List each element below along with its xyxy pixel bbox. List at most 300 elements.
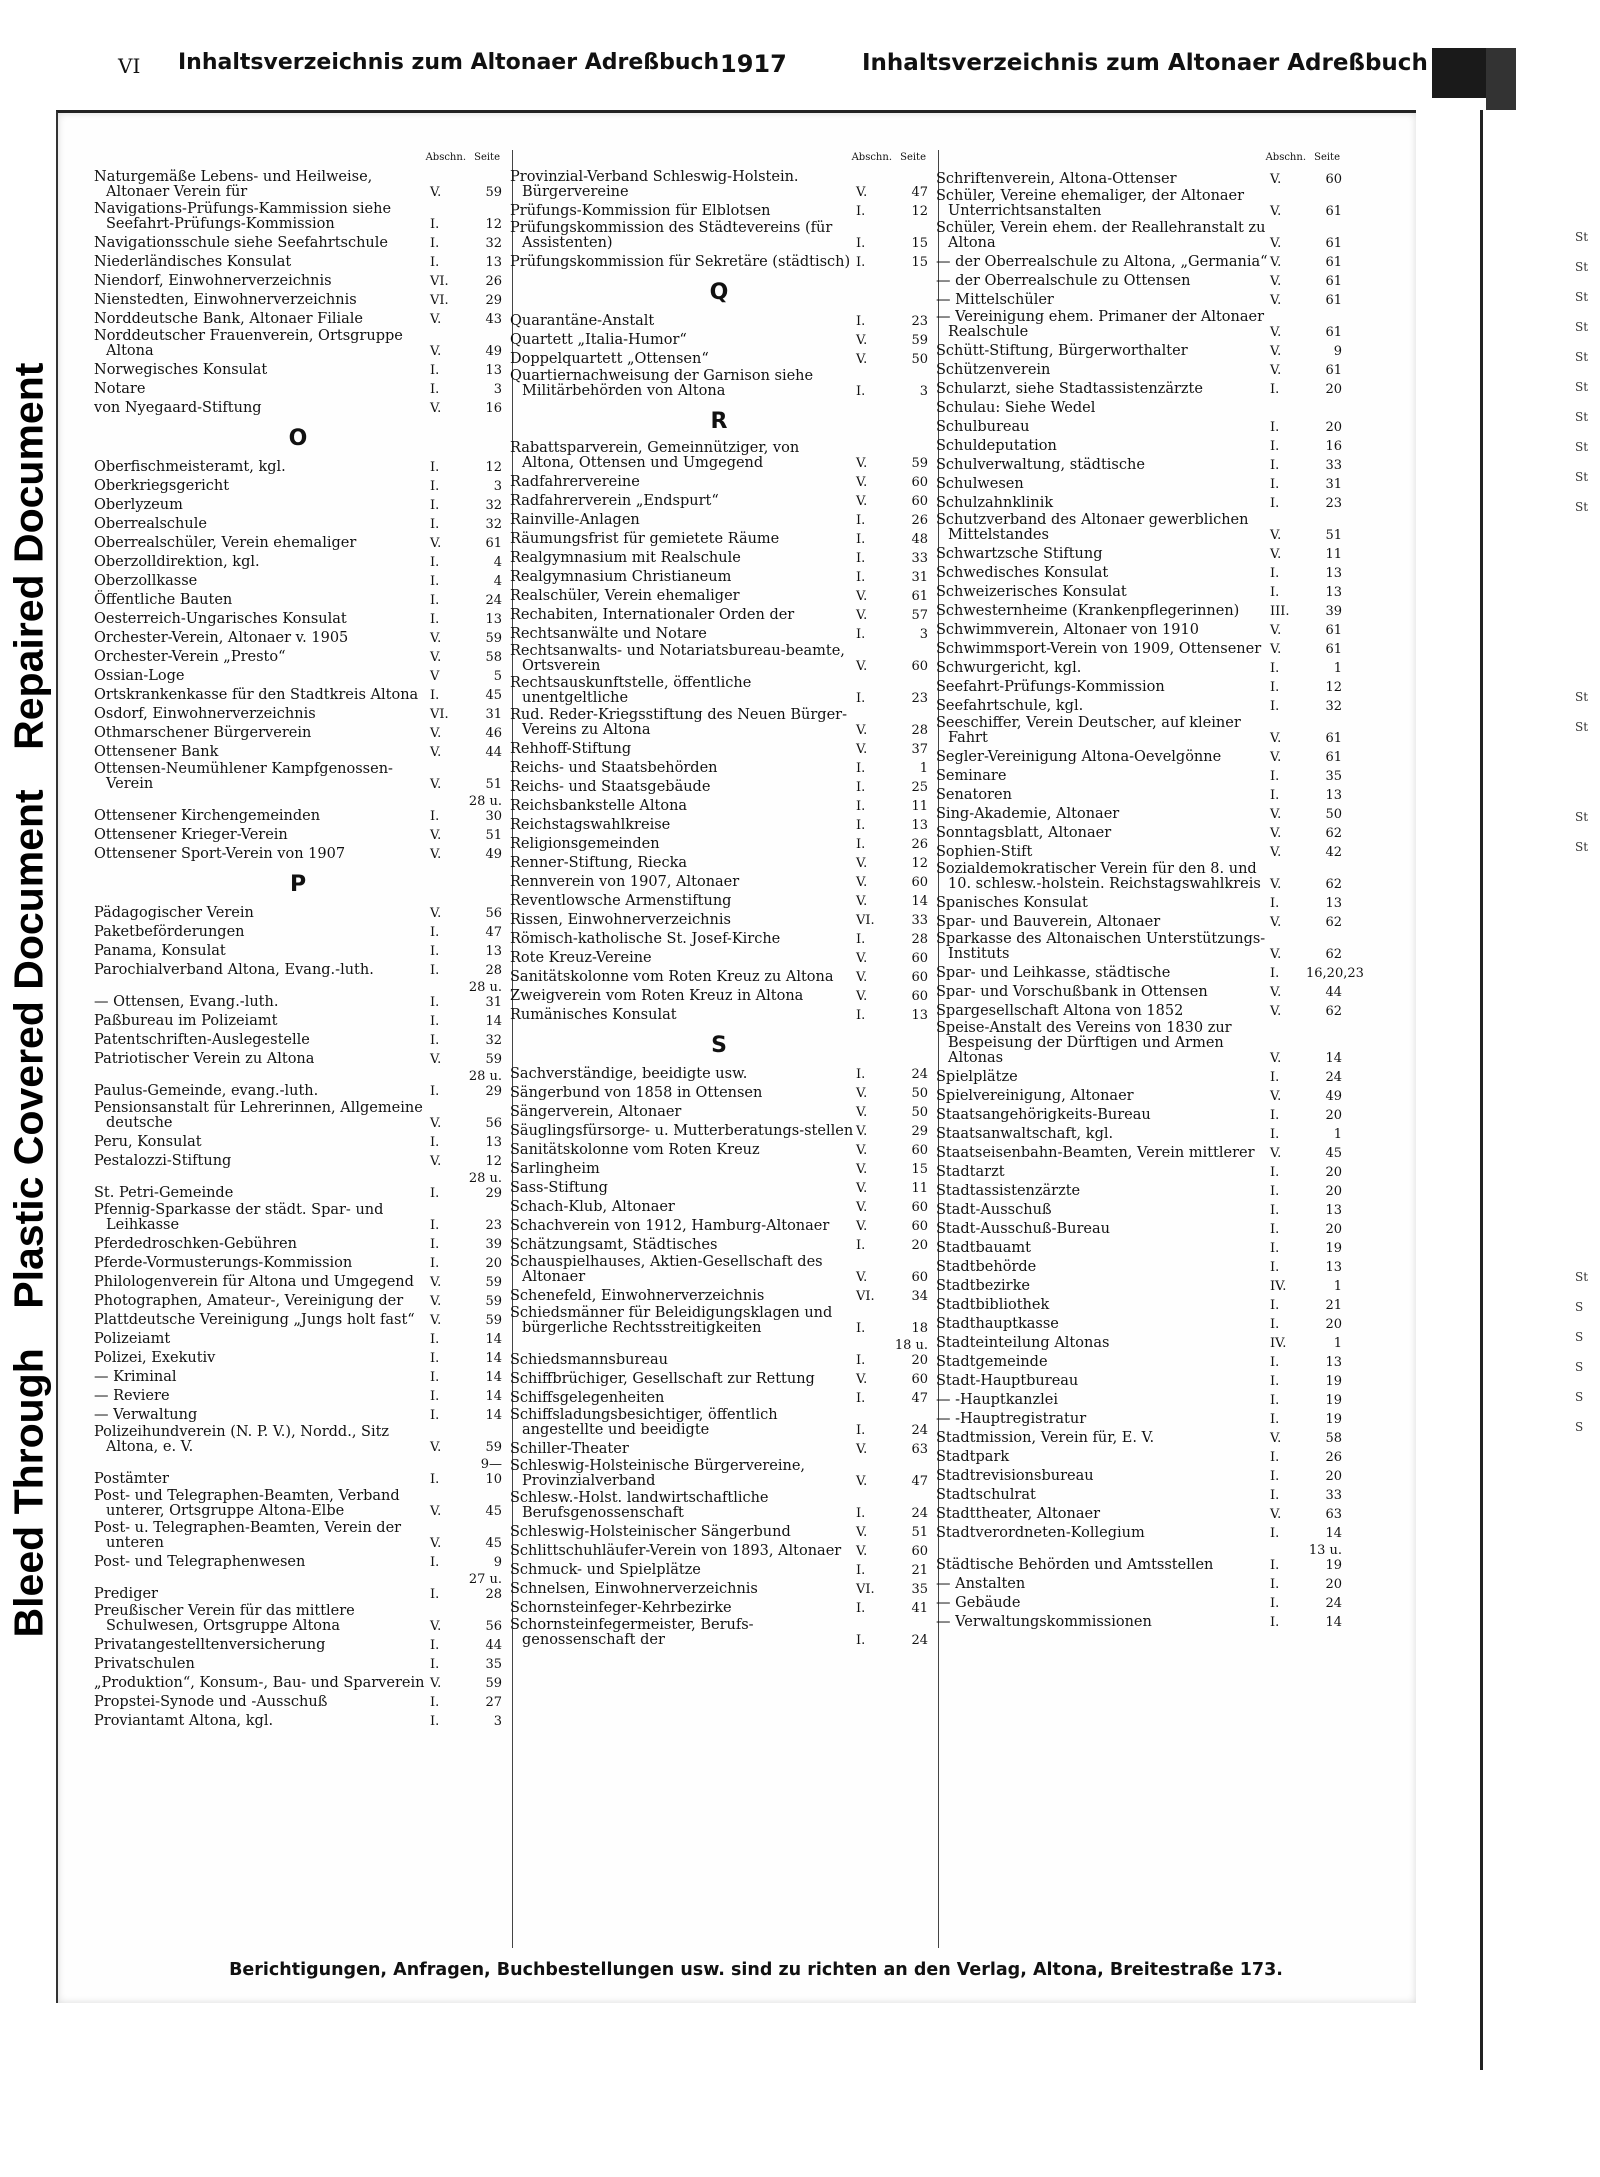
index-entry — [936, 342, 1342, 361]
entry-section: I. — [1270, 1488, 1280, 1503]
entry-name: „Produktion“, Konsum-, Bau- und Sparverein — [94, 1675, 425, 1691]
label-bleed-through: Bleed Through — [5, 1348, 52, 1638]
entry-name: Schach-Klub, Altonaer — [510, 1199, 675, 1215]
entry-page: 42 — [1325, 845, 1342, 860]
scan-label-text — [6, 363, 53, 1638]
entry-name: Paßbureau im Polizeiamt — [94, 1013, 278, 1029]
entry-name: Schüler, Vereine ehemaliger, der Altonaer Unterrichtsanstalten — [936, 188, 1245, 219]
entry-name: Radfahrervereine — [510, 474, 640, 490]
entry-name: Preußischer Verein für das mittlere Schulwesen, Ortsgruppe Altona — [94, 1603, 355, 1634]
entry-page: 19 — [1325, 1393, 1342, 1408]
entry-section: V. — [856, 1474, 868, 1489]
index-entry — [936, 272, 1342, 291]
entry-page: 61 — [1325, 325, 1342, 340]
entry-name: Sass-Stiftung — [510, 1180, 608, 1196]
entry-page: 9 — [493, 1555, 502, 1570]
index-entry — [936, 862, 1342, 894]
entry-section: I. — [856, 570, 866, 585]
entry-page: 3 — [493, 382, 502, 397]
index-entry — [936, 843, 1342, 862]
entry-name: Spar- und Leihkasse, städtische — [936, 965, 1171, 981]
entry-section: I. — [430, 460, 440, 475]
index-entry — [936, 824, 1342, 843]
entry-section: V. — [856, 742, 868, 757]
index-entry — [510, 1217, 928, 1236]
entry-section: V. — [1270, 528, 1282, 543]
entry-name: Rehhoff-Stiftung — [510, 741, 632, 757]
entry-name: Ottensener Sport-Verein von 1907 — [94, 846, 346, 862]
entry-page: 47 — [911, 185, 928, 200]
entry-name: Quarantäne-Anstalt — [510, 313, 655, 329]
entry-name: Oberrealschule — [94, 516, 207, 532]
entry-section: I. — [430, 498, 440, 513]
entry-name: Rud. Reder-Kriegsstiftung des Neuen Bürger-Vereins zu Altona — [510, 707, 847, 738]
entry-name: Polizeiamt — [94, 1331, 171, 1347]
entry-page: 14 — [485, 1351, 502, 1366]
entry-section: V. — [430, 1440, 442, 1455]
entry-section: V. — [856, 1124, 868, 1139]
adjacent-page-fragment: St — [1575, 690, 1589, 704]
entry-name: Sängerverein, Altonaer — [510, 1104, 682, 1120]
entry-page: 4 — [493, 574, 502, 589]
index-entry — [936, 1315, 1342, 1334]
entry-section: V. — [856, 1086, 868, 1101]
entry-name: Patentschriften-Auslegestelle — [94, 1032, 310, 1048]
entry-page: 16 — [485, 401, 502, 416]
index-entry — [936, 437, 1342, 456]
entry-page: 12 — [1325, 680, 1342, 695]
index-entry — [94, 1203, 502, 1235]
entry-section: V. — [430, 1676, 442, 1691]
entry-page: 35 — [911, 1582, 928, 1597]
entry-section: V. — [856, 1105, 868, 1120]
entry-section: I. — [1270, 1596, 1280, 1611]
index-entry — [936, 1125, 1342, 1144]
entry-name: Rechtsauskunftstelle, öffentliche unentgeltliche — [510, 675, 752, 706]
entry-section: I. — [1270, 1184, 1280, 1199]
entry-section: V. — [1270, 1431, 1282, 1446]
index-entry — [510, 816, 928, 835]
entry-section: I. — [856, 1391, 866, 1406]
entry-page: 60 — [911, 951, 928, 966]
entry-section: V. — [430, 1275, 442, 1290]
entry-section: I. — [1270, 1127, 1280, 1142]
entry-section: V. — [1270, 877, 1282, 892]
entry-name: Spanisches Konsulat — [936, 895, 1088, 911]
entry-section: I. — [856, 818, 866, 833]
entry-name: Schulwesen — [936, 476, 1024, 492]
entry-page: 24 — [1325, 1070, 1342, 1085]
entry-section: V. — [856, 970, 868, 985]
entry-page: 16 — [1325, 439, 1342, 454]
entry-name: Postämter — [94, 1471, 169, 1487]
entry-name: Paulus-Gemeinde, evang.-luth. — [94, 1083, 319, 1099]
entry-name: Spielvereinigung, Altonaer — [936, 1088, 1134, 1104]
index-entry — [510, 549, 928, 568]
entry-page: 32 — [485, 236, 502, 251]
index-entry — [510, 892, 928, 911]
index-entry — [510, 473, 928, 492]
entry-name: — -Hauptregistratur — [936, 1411, 1087, 1427]
entry-name: Schleswig-Holsteinischer Sängerbund — [510, 1524, 791, 1540]
header-title-right: Inhaltsverzeichnis zum Altonaer Adreßbuch — [862, 50, 1428, 76]
index-entry — [936, 1277, 1342, 1296]
entry-page: 59 — [485, 185, 502, 200]
entry-section: I. — [1270, 1469, 1280, 1484]
entry-name: Staatseisenbahn-Beamten, Verein mittlerer — [936, 1145, 1255, 1161]
entry-page: 13 — [1325, 788, 1342, 803]
entry-name: Stadtassistenzärzte — [936, 1183, 1081, 1199]
entry-section: V. — [856, 352, 868, 367]
entry-name: Peru, Konsulat — [94, 1134, 202, 1150]
index-entry — [94, 1349, 502, 1368]
entry-name: Schulzahnklinik — [936, 495, 1054, 511]
entry-name: Pädagogischer Verein — [94, 905, 254, 921]
entry-name: Speise-Anstalt des Vereins von 1830 zur Bespeisung der Dürftigen und Armen Altonas — [936, 1020, 1232, 1066]
entry-page: 59 — [485, 1676, 502, 1691]
entry-name: Schornsteinfegermeister, Berufs-genossenschaft der — [510, 1617, 754, 1648]
index-column-2 — [510, 148, 928, 1650]
entry-page: 28 u. 29 — [468, 1069, 502, 1099]
entry-name: Staatsanwaltschaft, kgl. — [936, 1126, 1114, 1142]
entry-section: V. — [430, 726, 442, 741]
entry-page: 48 — [911, 532, 928, 547]
index-entry — [936, 1391, 1342, 1410]
index-entry — [94, 743, 502, 762]
index-entry — [94, 942, 502, 961]
entry-page: 24 — [911, 1067, 928, 1082]
entry-page: 14 — [485, 1014, 502, 1029]
column-header-abschn: Abschn. — [425, 152, 466, 163]
entry-section: I. — [430, 217, 440, 232]
entry-name: Polizeihundverein (N. P. V.), Nordd., Sitz Altona, e. V. — [94, 1424, 390, 1455]
adjacent-page-fragment: St — [1575, 440, 1589, 454]
section-letter: R — [710, 409, 728, 434]
entry-name: Stadteinteilung Altonas — [936, 1335, 1110, 1351]
entry-name: Paketbeförderungen — [94, 924, 245, 940]
entry-name: Schiffsgelegenheiten — [510, 1390, 665, 1406]
entry-name: Rumänisches Konsulat — [510, 1007, 677, 1023]
index-entry — [94, 1693, 502, 1712]
index-entry — [510, 441, 928, 473]
index-entry — [94, 1101, 502, 1133]
entry-name: Oberlyzeum — [94, 497, 183, 513]
index-entry — [94, 1406, 502, 1425]
entry-page: 29 — [911, 1124, 928, 1139]
index-entry — [936, 399, 1342, 418]
index-entry — [936, 1201, 1342, 1220]
index-entry — [94, 272, 502, 291]
entry-section: I. — [856, 799, 866, 814]
entry-name: Oberzollkasse — [94, 573, 198, 589]
index-entry — [936, 189, 1342, 221]
entry-section: V. — [856, 1143, 868, 1158]
index-entry — [936, 659, 1342, 678]
entry-name: Stadttheater, Altonaer — [936, 1506, 1101, 1522]
entry-page: 28 — [485, 963, 502, 978]
entry-name: Reventlowsche Armenstiftung — [510, 893, 732, 909]
entry-name: Osdorf, Einwohnerverzeichnis — [94, 706, 316, 722]
entry-name: Pfennig-Sparkasse der städt. Spar- und Leihkasse — [94, 1202, 384, 1233]
index-entry — [510, 312, 928, 331]
entry-name: Sarlingheim — [510, 1161, 600, 1177]
index-entry — [94, 1069, 502, 1101]
entry-section: I. — [1270, 769, 1280, 784]
index-entry — [510, 1491, 928, 1523]
entry-name: Realgymnasium Christianeum — [510, 569, 732, 585]
entry-page: 20 — [1325, 1108, 1342, 1123]
entry-page: 33 — [911, 913, 928, 928]
adjacent-page-fragment: St — [1575, 350, 1589, 364]
index-entry — [94, 1457, 502, 1489]
entry-section: I. — [856, 1008, 866, 1023]
index-entry — [936, 1353, 1342, 1372]
entry-page: 61 — [1325, 750, 1342, 765]
entry-page: 51 — [911, 1525, 928, 1540]
entry-name: Zweigverein vom Roten Kreuz in Altona — [510, 988, 804, 1004]
entry-name: von Nyegaard-Stiftung — [94, 400, 262, 416]
entry-section: V. — [1270, 293, 1282, 308]
entry-page: 20 — [1325, 1165, 1342, 1180]
entry-name: Oesterreich-Ungarisches Konsulat — [94, 611, 347, 627]
entry-name: Prediger — [94, 1586, 158, 1602]
entry-name: Schmuck- und Spielplätze — [510, 1562, 701, 1578]
entry-section: V. — [856, 185, 868, 200]
entry-section: V. — [1270, 985, 1282, 1000]
index-entry — [94, 1012, 502, 1031]
entry-section: V. — [856, 1162, 868, 1177]
entry-section: I. — [1270, 1241, 1280, 1256]
entry-name: Reichs- und Staatsgebäude — [510, 779, 711, 795]
entry-section: I. — [430, 688, 440, 703]
index-entry — [936, 1410, 1342, 1429]
index-entry — [510, 1255, 928, 1287]
entry-page: 28 u. 31 — [468, 980, 502, 1010]
entry-name: — Kriminal — [94, 1369, 177, 1385]
entry-section: V. — [430, 1154, 442, 1169]
entry-section: V. — [430, 631, 442, 646]
entry-section: V. — [856, 856, 868, 871]
index-entry — [510, 1306, 928, 1338]
entry-section: I. — [430, 1714, 440, 1729]
entry-page: 31 — [1325, 477, 1342, 492]
index-entry — [94, 1425, 502, 1457]
entry-page: 61 — [1325, 255, 1342, 270]
entry-page: 61 — [1325, 363, 1342, 378]
entry-name: Spielplätze — [936, 1069, 1018, 1085]
index-entry — [510, 1459, 928, 1491]
entry-page: 50 — [1325, 807, 1342, 822]
entry-page: 1 — [1333, 1279, 1342, 1294]
entry-section: I. — [856, 761, 866, 776]
entry-page: 21 — [1325, 1298, 1342, 1313]
entry-name: Schwimmsport-Verein von 1909, Ottensener — [936, 641, 1262, 657]
index-entry — [94, 1521, 502, 1553]
entry-page: 60 — [911, 1219, 928, 1234]
index-entry — [936, 983, 1342, 1002]
index-entry — [94, 170, 502, 202]
entry-name: Radfahrerverein „Endspurt“ — [510, 493, 719, 509]
index-entry — [936, 913, 1342, 932]
entry-page: 47 — [911, 1474, 928, 1489]
index-entry — [510, 1408, 928, 1440]
entry-section: I. — [430, 1135, 440, 1150]
entry-page: 33 — [1325, 1488, 1342, 1503]
entry-name: Post- u. Telegraphen-Beamten, Verein der unteren — [94, 1520, 402, 1551]
entry-section: I. — [1270, 1374, 1280, 1389]
entry-name: Rennverein von 1907, Altonaer — [510, 874, 740, 890]
index-entry — [94, 648, 502, 667]
entry-name: Realschüler, Verein ehemaliger — [510, 588, 740, 604]
index-entry — [94, 1050, 502, 1069]
index-entry — [510, 1370, 928, 1389]
entry-section: I. — [1270, 1526, 1280, 1541]
entry-name: Schwesternheime (Krankenpflegerinnen) — [936, 603, 1240, 619]
entry-name: Oberrealschüler, Verein ehemaliger — [94, 535, 357, 551]
entry-name: Schwimmverein, Altonaer von 1910 — [936, 622, 1199, 638]
entry-name: Stadtbauamt — [936, 1240, 1032, 1256]
entry-section: I. — [856, 255, 866, 270]
entry-page: 20 — [1325, 1222, 1342, 1237]
entry-page: 19 — [1325, 1241, 1342, 1256]
index-entry — [936, 1372, 1342, 1391]
entry-page: 3 — [919, 627, 928, 642]
index-entry — [94, 724, 502, 743]
entry-name: — Mittelschüler — [936, 292, 1054, 308]
entry-name: Quartett „Italia-Humor“ — [510, 332, 687, 348]
adjacent-page-fragment: S — [1575, 1390, 1584, 1404]
entry-page: 13 — [1325, 1260, 1342, 1275]
entry-name: Propstei-Synode und -Ausschuß — [94, 1694, 328, 1710]
entry-section: V. — [1270, 325, 1282, 340]
index-entry — [510, 676, 928, 708]
entry-section: V. — [1270, 1051, 1282, 1066]
entry-name: Privatangestelltenversicherung — [94, 1637, 326, 1653]
entry-section: V. — [856, 894, 868, 909]
entry-name: Provinzial-Verband Schleswig-Holstein. Bürgervereine — [510, 169, 799, 200]
entry-page: 60 — [911, 475, 928, 490]
entry-section: V. — [856, 1525, 868, 1540]
label-plastic-covered: Plastic Covered Document — [5, 789, 52, 1309]
index-entry — [510, 530, 928, 549]
entry-page: 39 — [485, 1237, 502, 1252]
entry-section: V. — [430, 1052, 442, 1067]
index-entry — [936, 1258, 1342, 1277]
index-entry — [94, 1712, 502, 1731]
entry-name: Stadtverordneten-Kollegium — [936, 1525, 1145, 1541]
index-entry — [510, 1065, 928, 1084]
entry-section: I. — [1270, 1615, 1280, 1630]
entry-page: 14 — [1325, 1051, 1342, 1066]
entry-name: Rabattsparverein, Gemeinnütziger, von Altona, Ottensen und Umgegend — [510, 440, 800, 471]
entry-name: Ortskrankenkasse für den Stadtkreis Altona — [94, 687, 419, 703]
adjacent-page-fragment: S — [1575, 1330, 1584, 1344]
entry-name: Sozialdemokratischer Verein für den 8. und 10. schlesw.-holstein. Reichstagswahlkreis — [936, 861, 1261, 892]
entry-name: Schiller-Theater — [510, 1441, 629, 1457]
entry-name: Stadtbezirke — [936, 1278, 1030, 1294]
entry-page: 32 — [485, 517, 502, 532]
index-entry — [510, 949, 928, 968]
entry-name: Pestalozzi-Stiftung — [94, 1153, 232, 1169]
entry-section: V. — [430, 650, 442, 665]
entry-section: I. — [1270, 1450, 1280, 1465]
entry-name: Schauspielhauses, Aktien-Gesellschaft des Altonaer — [510, 1254, 823, 1285]
entry-page: 24 — [1325, 1596, 1342, 1611]
entry-name: Schulau: Siehe Wedel — [936, 400, 1096, 416]
index-entry — [510, 759, 928, 778]
entry-page: 1 — [1333, 661, 1342, 676]
entry-page: 60 — [911, 989, 928, 1004]
entry-section: V. — [430, 344, 442, 359]
index-entry — [94, 845, 502, 864]
entry-section: V. — [856, 1544, 868, 1559]
entry-section: I. — [856, 1506, 866, 1521]
index-entry — [94, 399, 502, 418]
index-entry — [936, 545, 1342, 564]
entry-name: — Verwaltung — [94, 1407, 198, 1423]
entry-section: I. — [430, 963, 440, 978]
entry-page: 26 — [1325, 1450, 1342, 1465]
column-header-seite: Seite — [474, 152, 500, 163]
index-entry — [94, 794, 502, 826]
entry-section: I. — [430, 1587, 440, 1602]
index-entry — [936, 1467, 1342, 1486]
entry-section: V. — [1270, 547, 1282, 562]
index-entry — [936, 456, 1342, 475]
entry-page: 13 — [1325, 1355, 1342, 1370]
entry-name: Renner-Stiftung, Riecka — [510, 855, 688, 871]
entry-name: Notare — [94, 381, 146, 397]
entry-name: Photographen, Amateur-, Vereinigung der — [94, 1293, 404, 1309]
entry-section: V. — [430, 1116, 442, 1131]
index-entry — [94, 904, 502, 923]
entry-name: Schulverwaltung, städtische — [936, 457, 1145, 473]
index-entry — [94, 1273, 502, 1292]
index-entry — [94, 234, 502, 253]
entry-name: Oberfischmeisteramt, kgl. — [94, 459, 286, 475]
index-entry — [510, 930, 928, 949]
entry-section: I. — [1270, 1108, 1280, 1123]
adjacent-page-fragment: St — [1575, 410, 1589, 424]
entry-section: V. — [856, 659, 868, 674]
entry-name: Philologenverein für Altona und Umgegend — [94, 1274, 414, 1290]
entry-section: VI. — [856, 913, 875, 928]
entry-page: 59 — [485, 1313, 502, 1328]
entry-section: I. — [430, 1370, 440, 1385]
entry-section: I. — [430, 1657, 440, 1672]
entry-page: 14 — [485, 1332, 502, 1347]
entry-section: V. — [856, 1372, 868, 1387]
entry-section: I. — [1270, 1203, 1280, 1218]
index-entry — [94, 1311, 502, 1330]
index-entry — [94, 553, 502, 572]
entry-page: 58 — [1325, 1431, 1342, 1446]
entry-page: 28 — [911, 932, 928, 947]
entry-name: Panama, Konsulat — [94, 943, 226, 959]
entry-name: Schachverein von 1912, Hamburg-Altonaer — [510, 1218, 830, 1234]
entry-name: — der Oberrealschule zu Ottensen — [936, 273, 1191, 289]
index-entry — [936, 221, 1342, 253]
index-entry — [94, 1489, 502, 1521]
entry-section: I. — [430, 1389, 440, 1404]
adjacent-page-fragment: St — [1575, 260, 1589, 274]
entry-name: Senatoren — [936, 787, 1012, 803]
entry-section: I. — [856, 513, 866, 528]
entry-page: 63 — [911, 1442, 928, 1457]
index-entry — [94, 329, 502, 361]
index-entry — [936, 1448, 1342, 1467]
entry-name: Stadtrevisionsbureau — [936, 1468, 1094, 1484]
